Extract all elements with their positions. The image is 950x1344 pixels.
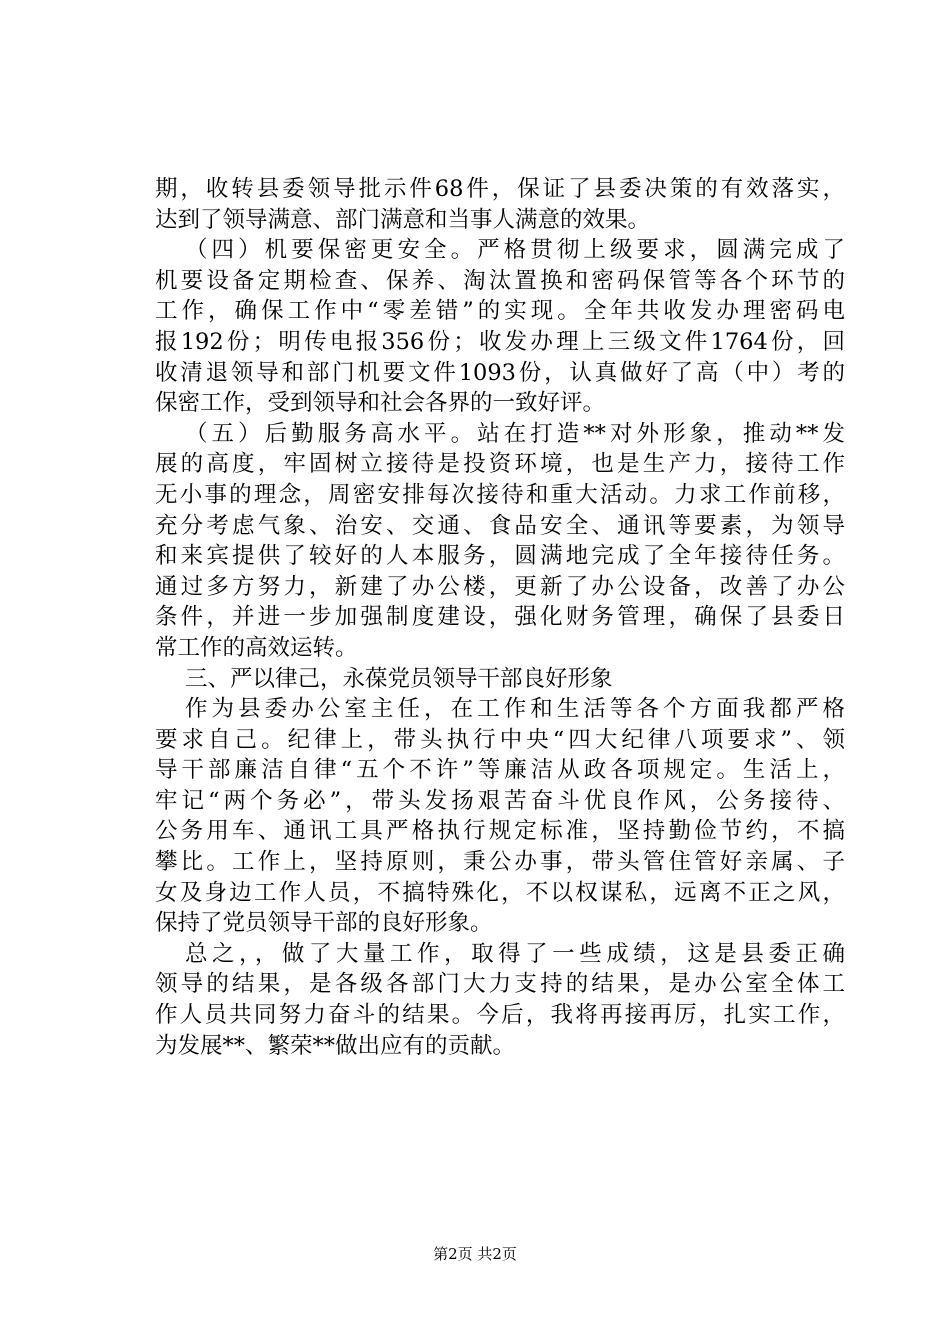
text-line: 条件，并进一步加强制度建设，强化财务管理，确保了县委日 xyxy=(155,604,845,631)
text-line: 常工作的高效运转。 xyxy=(155,634,358,661)
page-footer: 第2页 共2页 xyxy=(433,1245,517,1263)
text-line: 作人员共同努力奋斗的结果。今后，我将再接再厉，扎实工作， xyxy=(155,1002,845,1029)
text-line: 充分考虑气象、治安、交通、食品安全、通讯等要素，为领导 xyxy=(155,512,845,539)
text-line: 期，收转县委领导批示件68件，保证了县委决策的有效落实， xyxy=(155,176,845,202)
text-line: 达到了领导满意、部门满意和当事人满意的效果。 xyxy=(155,206,651,233)
document-body xyxy=(155,174,845,1061)
text-line: 公务用车、通讯工具严格执行规定标准，坚持勤俭节约，不搞 xyxy=(155,818,845,845)
text-line: （五）后勤服务高水平。站在打造**对外形象，推动**发 xyxy=(185,420,845,447)
text-line: 领导的结果，是各级各部门大力支持的结果，是办公室全体工 xyxy=(155,971,845,998)
text-line: 收清退领导和部门机要文件1093份，认真做好了高（中）考的 xyxy=(155,359,845,386)
text-line: 保密工作，受到领导和社会各界的一致好评。 xyxy=(155,390,606,417)
text-line: 机要设备定期检查、保养、淘汰置换和密码保管等各个环节的 xyxy=(155,267,845,294)
text-line: 展的高度，牢固树立接待是投资环境，也是生产力，接待工作 xyxy=(155,451,845,478)
text-line: 女及身边工作人员，不搞特殊化，不以权谋私，远离不正之风， xyxy=(155,879,845,906)
text-line: 无小事的理念，周密安排每次接待和重大活动。力求工作前移， xyxy=(155,481,845,508)
text-line: 牢记“两个务必”，带头发扬艰苦奋斗优良作风，公务接待、 xyxy=(155,787,845,814)
text-line: 要求自己。纪律上，带头执行中央“四大纪律八项要求”、领 xyxy=(155,726,845,753)
text-line: （四）机要保密更安全。严格贯彻上级要求，圆满完成了 xyxy=(185,237,845,264)
text-line: 和来宾提供了较好的人本服务，圆满地完成了全年接待任务。 xyxy=(155,543,845,570)
text-line: 报192份；明传电报356份；收发办理上三级文件1764份，回 xyxy=(155,328,845,355)
text-line: 攀比。工作上，坚持原则，秉公办事，带头管住管好亲属、子 xyxy=(155,849,845,876)
text-line: 通过多方努力，新建了办公楼，更新了办公设备，改善了办公 xyxy=(155,573,845,600)
text-line: 作为县委办公室主任，在工作和生活等各个方面我都严格 xyxy=(185,696,845,723)
text-line: 导干部廉洁自律“五个不许”等廉洁从政各项规定。生活上， xyxy=(155,757,845,784)
text-line: 保持了党员领导干部的良好形象。 xyxy=(155,910,493,937)
text-line: 总之，，做了大量工作，取得了一些成绩，这是县委正确 xyxy=(185,940,845,967)
text-line: 为发展**、繁荣**做出应有的贡献。 xyxy=(155,1032,516,1059)
text-line: 工作，确保工作中“零差错”的实现。全年共收发办理密码电 xyxy=(155,298,845,325)
section-heading: 三、严以律己，永葆党员领导干部良好形象 xyxy=(185,665,613,692)
